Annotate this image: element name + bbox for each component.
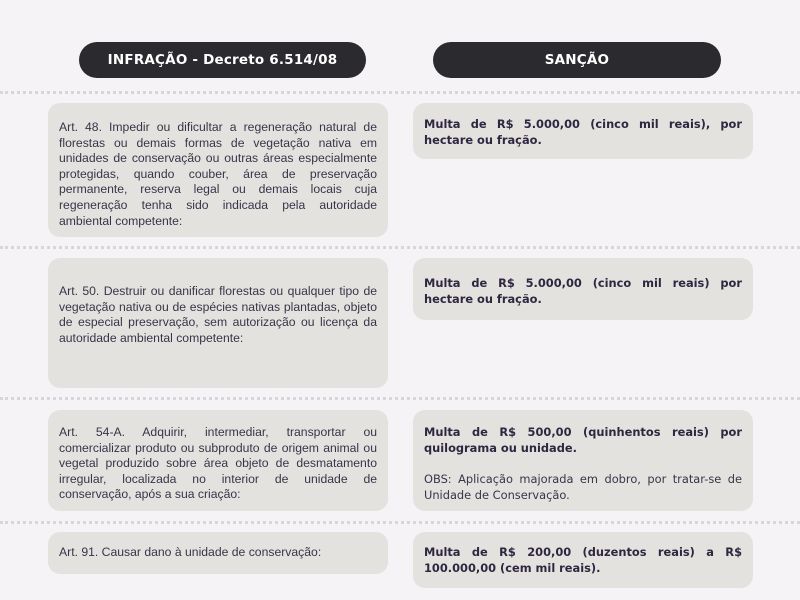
divider	[0, 521, 800, 524]
infraction-header: INFRAÇÃO - Decreto 6.514/08	[79, 42, 366, 78]
infraction-card-art-48	[48, 103, 388, 237]
divider	[0, 91, 800, 94]
infraction-card-art-54a	[48, 410, 388, 511]
infraction-text: Art. 48. Impedir ou dificultar a regeneração natural de florestas ou demais formas de vegetação nativa em unidades de conservação ou outras áreas especialmente protegidas, quando couber, área de preservação permanente, reserva legal ou demais locais cuja regeneração tenha sido indicada pela autoridade ambiental competente:	[59, 120, 377, 228]
sanction-text: Multa de R$ 5.000,00 (cinco mil reais) por hectare ou fração.	[424, 276, 742, 306]
infraction-card-art-50	[48, 258, 388, 388]
sanction-note: OBS: Aplicação majorada em dobro, por tratar-se de Unidade de Conservação.	[424, 472, 742, 502]
infraction-text: Art. 54-A. Adquirir, intermediar, transportar ou comercializar produto ou subproduto de origem animal ou vegetal produzido sobre área objeto de desmatamento irregular, localizada no interior de unidade de conservação, após a sua criação:	[59, 425, 377, 502]
sanction-text: Multa de R$ 5.000,00 (cinco mil reais), por hectare ou fração.	[424, 117, 742, 147]
sanction-card-art-91	[413, 532, 753, 588]
infraction-card-art-91	[48, 532, 388, 574]
infraction-text: Art. 91. Causar dano à unidade de conservação:	[59, 545, 322, 559]
divider	[0, 397, 800, 400]
infraction-text: Art. 50. Destruir ou danificar florestas ou qualquer tipo de vegetação nativa ou de espécies nativas plantadas, objeto de especial preservação, sem autorização ou licença da autoridade ambiental competente:	[59, 284, 377, 345]
sanction-header: SANÇÃO	[433, 42, 721, 78]
divider	[0, 246, 800, 249]
sanction-card-art-54a	[413, 410, 753, 511]
sanction-card-art-50	[413, 258, 753, 320]
sanction-text: Multa de R$ 500,00 (quinhentos reais) por quilograma ou unidade.	[424, 425, 742, 455]
sanction-card-art-48	[413, 103, 753, 159]
sanction-text: Multa de R$ 200,00 (duzentos reais) a R$ 100.000,00 (cem mil reais).	[424, 545, 742, 575]
